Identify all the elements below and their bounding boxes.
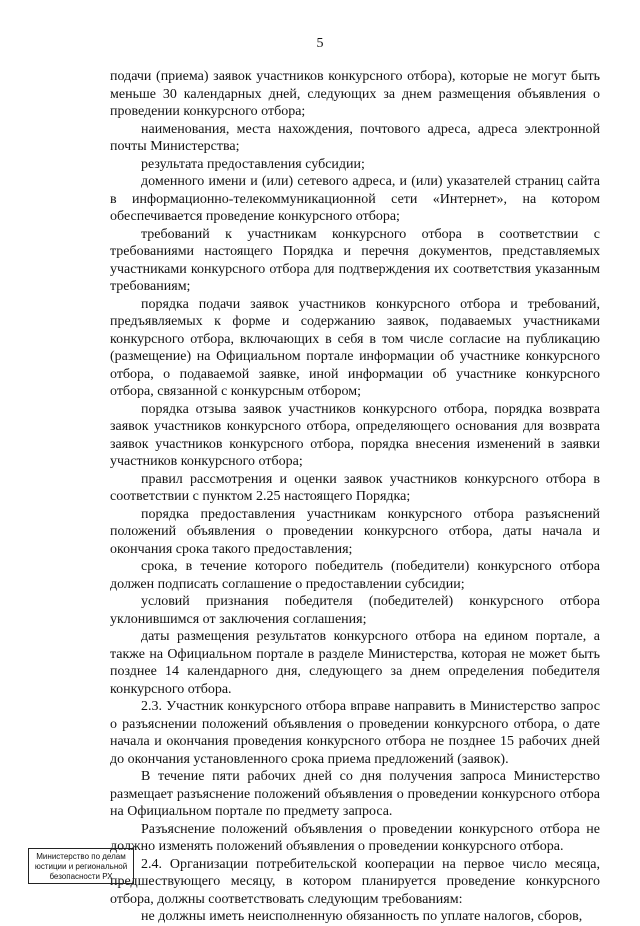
paragraph: подачи (приема) заявок участников конкурсного отбора), которые не могут быть меньше 30 календарных дней, следующих за днем размещения объявления о проведении конкурсного отбора;: [110, 69, 600, 119]
paragraph: не должны иметь неисполненную обязанность по уплате налогов, сборов,: [141, 909, 583, 924]
paragraph: требований к участникам конкурсного отбора в соответствии с требованиями настоящего Порядка и перечня документов, представляемых участниками конкурсного отбора для подтверждения их соответствия указанным требованиям;: [110, 226, 600, 294]
paragraph: срока, в течение которого победитель (победители) конкурсного отбора должен подписать соглашение о предоставлении субсидии;: [110, 559, 600, 592]
paragraph: доменного имени и (или) сетевого адреса, и (или) указателей страниц сайта в информационно-телекоммуникационной сети «Интернет», на котором обеспечивается проведение конкурсного отбора;: [110, 174, 600, 224]
paragraph: наименования, места нахождения, почтового адреса, адреса электронной почты Министерства;: [110, 121, 600, 154]
paragraph: условий признания победителя (победителей) конкурсного отбора уклонившимся от заключения соглашения;: [110, 594, 600, 627]
stamp-line: Министерство по делам: [36, 852, 126, 861]
paragraph: Разъяснение положений объявления о проведении конкурсного отбора не должно изменять положений объявления о проведении конкурсного отбора.: [110, 821, 600, 854]
paragraph: В течение пяти рабочих дней со дня получения запроса Министерство размещает разъяснение положений объявления о проведении конкурсного отбора на Официальном портале по предмету запроса.: [110, 769, 600, 819]
paragraph: порядка предоставления участникам конкурсного отбора разъяснений положений объявления о проведении конкурсного отбора, даты начала и окончания срока такого предоставления;: [110, 506, 600, 557]
paragraph: правил рассмотрения и оценки заявок участников конкурсного отбора в соответствии с пунктом 2.25 настоящего Порядка;: [110, 471, 600, 504]
stamp-line: юстиции и региональной: [34, 862, 128, 871]
paragraph: результата предоставления субсидии;: [141, 156, 365, 172]
paragraph: порядка подачи заявок участников конкурсного отбора и требований, предъявляемых к форме и содержанию заявок, подаваемых участниками конкурсного отбора, включающих в себя в том числе согласие на публикацию (размещение) на Официальном портале информации об участнике конкурсного отбора, о подаваемой заявке, иной информации об участнике конкурсного отбора, связанной с конкурсным отбором;: [110, 296, 600, 399]
ministry-stamp: [28, 848, 134, 884]
paragraph: порядка отзыва заявок участников конкурсного отбора, порядка возврата заявок участников конкурсного отбора, определяющего основания для возврата заявок участников конкурсного отбора, порядка внесения изменений в заявки участников конкурсного отбора;: [110, 401, 600, 469]
stamp-line: безопасности РХ: [49, 872, 113, 881]
paragraph: 2.4. Организации потребительской кооперации на первое число месяца, предшествующего месяцу, в котором планируется проведение конкурсного отбора, должны соответствовать следующим требованиям:: [110, 856, 600, 907]
paragraph: 2.3. Участник конкурсного отбора вправе направить в Министерство запрос о разъяснении положений объявления о проведении конкурсного отбора, о дате начала и окончания проведения конкурсного отбора не позднее 15 рабочих дней до окончания установленного срока приема предложений (заявок).: [110, 699, 600, 767]
document-body: [110, 68, 600, 926]
page-number: 5: [316, 36, 324, 51]
paragraph: даты размещения результатов конкурсного отбора на едином портале, а также на Официальном портале в разделе Министерства, которая не может быть позднее 14 календарного дня, следующего за днем определения победителя конкурсного отбора.: [110, 629, 600, 697]
